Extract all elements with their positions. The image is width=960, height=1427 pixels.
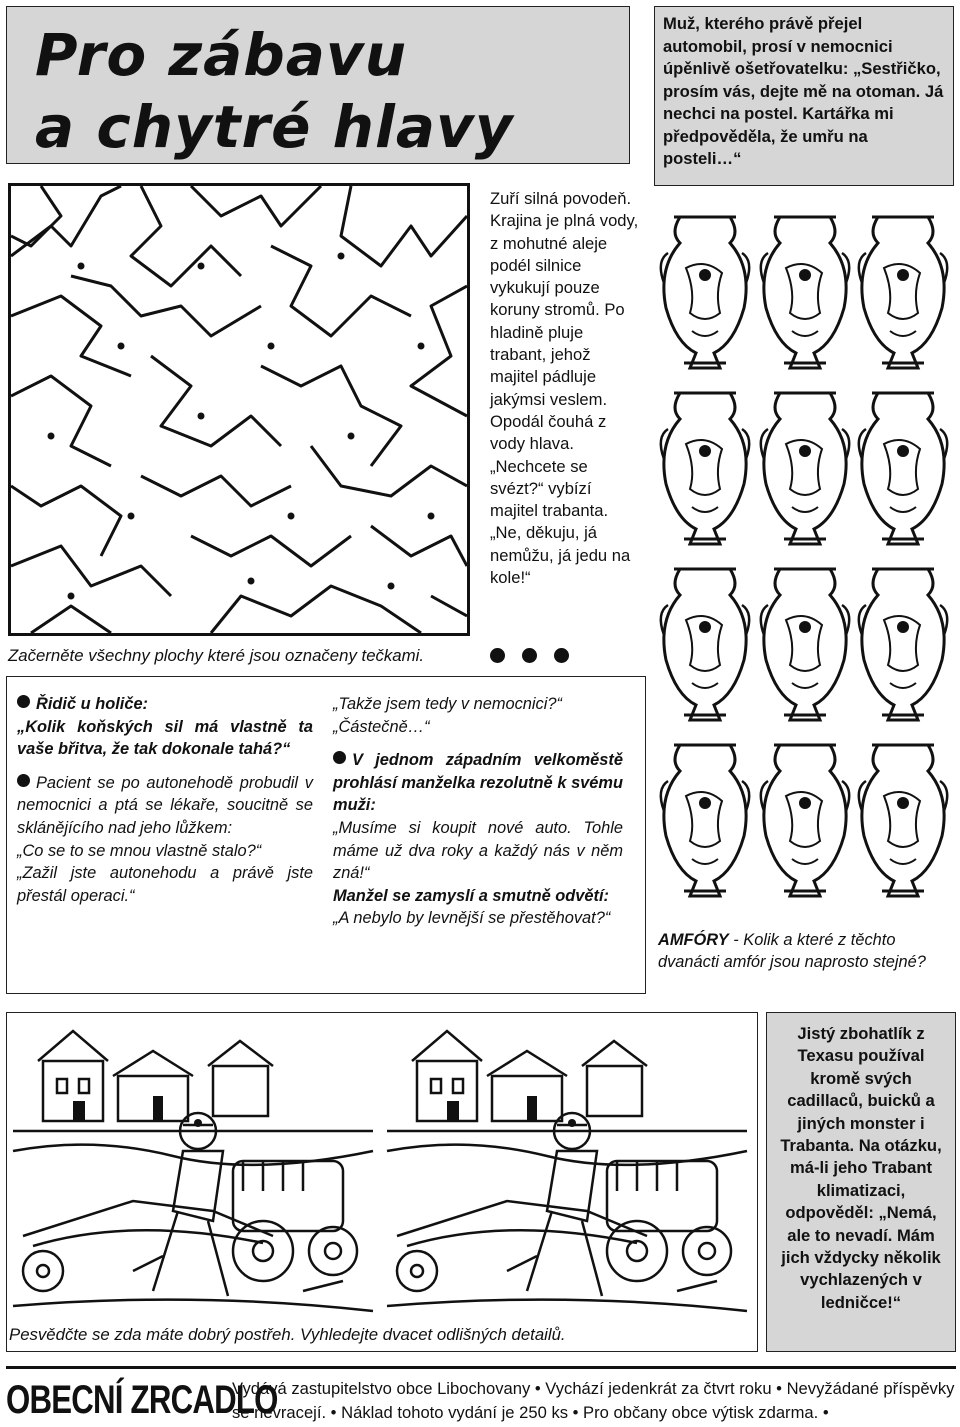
bullet-icon bbox=[17, 695, 30, 708]
joke-barber-body: „Kolik koňských sil má vlastně ta vaše břitva, že tak dokonale tahá?“ bbox=[17, 717, 313, 759]
spot-difference-box bbox=[6, 1012, 758, 1352]
joke-city-answer: „A nebylo by levnější se přestěhovat?“ bbox=[333, 909, 611, 928]
page-title-line2: a chytré hlavy bbox=[35, 93, 514, 161]
amphora-row-1 bbox=[661, 217, 947, 368]
amphorae-caption-bold: AMFÓRY bbox=[658, 931, 729, 949]
maze-drawing bbox=[11, 186, 467, 633]
amphora-row-3 bbox=[661, 569, 947, 720]
amphorae-puzzle bbox=[654, 203, 956, 927]
joke-city-wife: „Musíme si koupit nové auto. Tohle máme už dva roky a každý nás v něm zná!“ bbox=[333, 818, 623, 883]
flood-joke: Zuří silná povodeň. Krajina je plná vody, z mohutné aleje podél silnice vykukují pouze koruny stromů. Po hladině pluje trabant, jehož majitel pádluje jakýmsi veslem. Opodál čouhá z vody hlava. „Nechcete se svézt?“ vybízí majitel trabanta. „Ne, děkuju, já nemůžu, já jedu na kole!“ bbox=[490, 189, 639, 588]
hospital-joke-box: Muž, kterého právě přejel automobil, prosí v nemocnici úpěnlivě ošetřovatelku: „Sestřičko, prosím vás, dejte mě na otoman. Já nechci na postel. Kartářka mi předpověděla, že umřu na posteli…“ bbox=[654, 6, 954, 186]
amphorae-caption-text: - Kolik a které z těchto dvanácti amfór jsou naprosto stejné? bbox=[658, 931, 926, 971]
jokes-column-right bbox=[333, 693, 623, 930]
amphorae-drawing bbox=[654, 203, 956, 927]
bullet-icon bbox=[333, 751, 346, 764]
joke-patient-answer2: „Částečně…“ bbox=[333, 717, 430, 736]
maze-puzzle bbox=[8, 183, 470, 636]
joke-city-intro: V jednom západním velkoměstě prohlásí manželka rezolutně k svému muži: bbox=[333, 751, 623, 815]
joke-patient-question2: „Takže jsem tedy v nemocnici?“ bbox=[333, 695, 562, 713]
scene-original bbox=[13, 1031, 373, 1311]
footer-text: Vydává zastupitelstvo obce Libochovany • Vychází jedenkrát za čtvrt roku • Nevyžádané příspěvky se nevracejí. • Náklad tohoto vydání je 250 ks • Pro občany obce výtisk zdarma. • bbox=[232, 1379, 955, 1422]
texas-joke-box: Jistý zbohatlík z Texasu používal kromě svých cadillaců, buicků a jiných monster i Trabanta. Na otázku, má-li jeho Trabant klimatizaci, odpověděl: „Nemá, ale to nevadí. Mám jich vždycky několik vychlazených v ledničce!“ bbox=[766, 1012, 956, 1352]
amphorae-caption bbox=[658, 930, 956, 973]
joke-patient-question: „Co se to se mnou vlastně stalo?“ bbox=[17, 841, 262, 860]
spot-difference-drawings bbox=[7, 1013, 757, 1323]
separator-dots bbox=[490, 648, 586, 668]
bullet-icon bbox=[17, 774, 30, 787]
spot-difference-caption: Pesvědčte se zda máte dobrý postřeh. Vyhledejte dvacet odlišných detailů. bbox=[9, 1325, 566, 1344]
footer-logo: OBECNÍ ZRCADLO bbox=[6, 1378, 278, 1422]
footer-divider bbox=[6, 1366, 956, 1369]
jokes-box bbox=[6, 676, 646, 994]
joke-patient-intro: Pacient se po autonehodě probudil v nemocnici a ptá se lékaře, soucitně se sklánějícího nad jeho lůžkem: bbox=[17, 773, 313, 837]
jokes-column-left bbox=[17, 693, 313, 907]
amphora-row-4 bbox=[661, 745, 947, 896]
maze-caption: Začerněte všechny plochy které jsou označeny tečkami. bbox=[8, 646, 425, 665]
amphora-row-2 bbox=[661, 393, 947, 544]
joke-city-reply: Manžel se zamyslí a smutně odvětí: bbox=[333, 886, 609, 905]
joke-barber-lead: Řidič u holiče: bbox=[36, 695, 149, 713]
joke-patient-answer: „Zažil jste autonehodu a právě jste přestál operaci.“ bbox=[17, 864, 313, 905]
page-title-line1: Pro zábavu bbox=[35, 21, 408, 89]
scene-modified bbox=[387, 1031, 747, 1311]
title-box bbox=[6, 6, 630, 164]
